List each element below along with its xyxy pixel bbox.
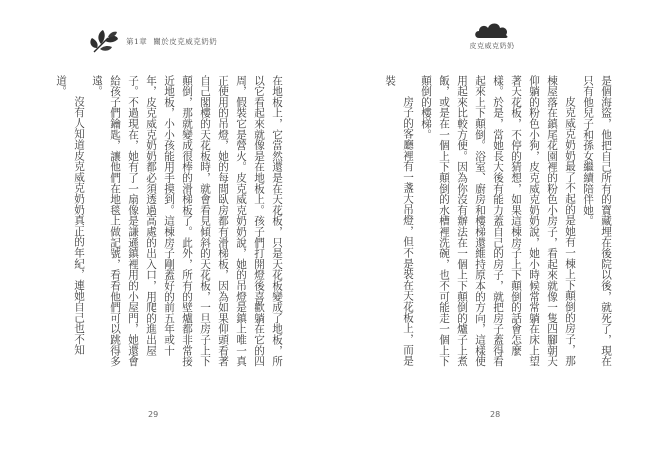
chapter-number: 第1章 bbox=[126, 36, 148, 46]
book-title: 皮克威克奶奶 bbox=[469, 42, 515, 50]
paragraph: 是個海盜，他把自己所有的寶藏埋在後院以後，就死了，現在只有他兒子和孫女繼續陪伴她。 bbox=[582, 75, 612, 367]
leaf-sprig-icon bbox=[88, 26, 120, 56]
paragraph: 皮克威克奶奶最了不起的是她有一棟上下顛倒的房子，那棟屋落在鎮尾花園裡的粉色小房子，看起來就像一隻四腳朝天仰躺的粉色小狗，皮克威克奶奶說，她小時候常常躺在床上望著天花板，不停的猜想，如果這棟房子上下顛倒的話會怎麼樣。於是，當她長大後有能力蓋自己的房子，就把房子蓋得看起來上下顛倒。浴室、廚房和樓梯還維持原本的方向，這樣使用起來比較方便。因為你沒有辦法在一個上下顛倒的爐子上煮飯，或是在一個上下顛倒的水槽裡洗碗，也不可能走一個上下顛倒的樓梯。 bbox=[420, 75, 576, 367]
chapter-title: 關於皮克威克奶奶 bbox=[153, 36, 218, 46]
cloud-icon bbox=[474, 20, 510, 40]
page-number: 29 bbox=[148, 410, 159, 419]
page-number: 28 bbox=[490, 410, 501, 419]
chapter-label bbox=[126, 36, 217, 47]
paragraph: 在地板上，它當然還是在天花板，只是天花板變成了地板，所以它看起來就像是在地板上。孩子們打開燈後喜歡躺在它的四周，假裝它是營火。皮克威克奶奶說，她的吊燈是鎮上唯一真正使用的吊燈，她的每間臥房都有滑梯板，因為如果仰頭看著自己閣樓的天花板時，就會看見傾斜的天花板，一旦房子上下顛倒，那就變成很棒的滑梯板了。此外，所有的壁爐都非常接近地板，小小孩能用手摸到。這棟房子剛蓋好的前五年或十年，皮克威克奶奶都必須透過高處的出入口，用爬的進出屋子。不過現在，她有了一扇像是謙遜鎮裡用的小屋門，她還會給孩子們鑰匙，讓他們在地毯上做記號，看看他們可以跳得多遠。 bbox=[91, 75, 283, 367]
paragraph: 房子的客廳裡有一盞大吊燈，但不是裝在天花板上，而是裝 bbox=[384, 75, 414, 367]
paragraph: 沒有人知道皮克威克奶奶真正的年紀，連她自己也不知道。 bbox=[55, 75, 85, 356]
body-text-left bbox=[55, 75, 286, 375]
right-page bbox=[325, 0, 650, 461]
book-header bbox=[452, 20, 532, 51]
body-text-right bbox=[343, 75, 615, 375]
chapter-header bbox=[88, 26, 217, 56]
